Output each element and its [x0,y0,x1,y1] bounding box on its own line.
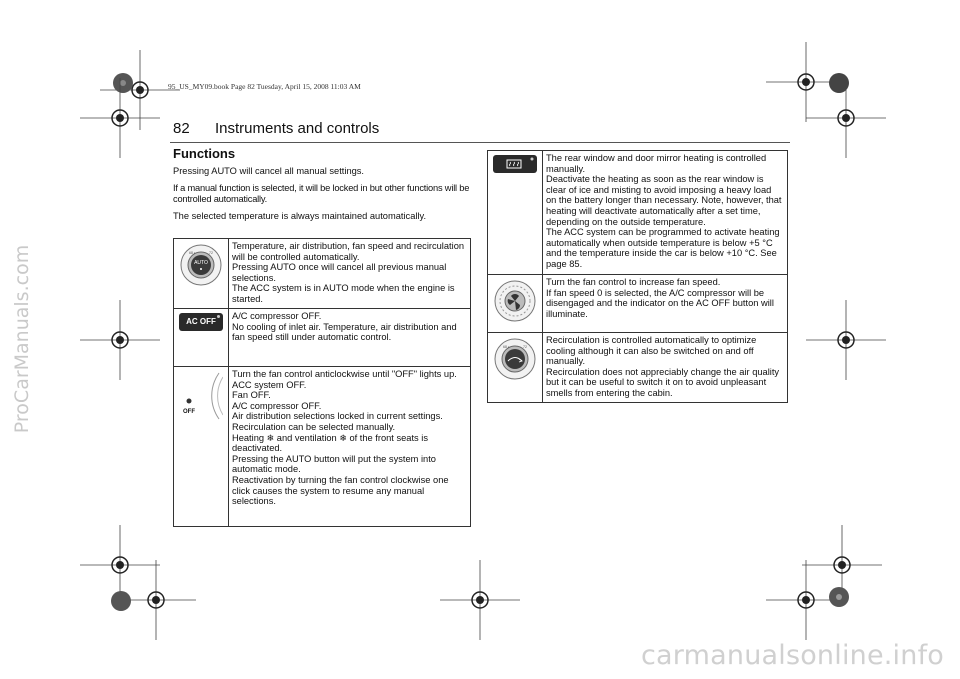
row-text: The rear window and door mirror heating is controlled manually. Deactivate the heating as soon as the rear window is clear of ice and misting to avoid imposing a heavy load on the battery longer than necessary. Note, however, that heating will deactivate automatically after a set time, depending on the outside temperature. The ACC system can be programmed to activate heating automatically when outside temperature is below +5 °C and the temperature inside the car is below +10 °C. See page 85. [543,151,788,275]
registration-mark-bottom-left-outer [106,586,136,616]
ac-off-button-icon [179,313,223,331]
section-header: Instruments and controls [215,120,380,137]
registration-mark-bottom-center [440,560,520,640]
side-watermark: ProCarManuals.com [11,244,33,434]
paragraph-2: If a manual function is selected, it will be locked in but other functions will be controlled automatically. [173,183,470,204]
svg-text:AUTO: AUTO [194,260,208,266]
row-text-part: and ventilation [274,432,340,443]
svg-text:68 •: 68 • [189,251,196,255]
ac-off-label: AC OFF [186,317,216,326]
page-number: 82 [173,120,190,137]
book-slug-line: 95_US_MY09.book Page 82 Tuesday, April 15, 2008 11:03 AM [168,82,361,91]
fan-off-dial-icon [179,371,223,421]
icon-cell [488,151,543,275]
row-text: Temperature, air distribution, fan speed and recirculation will be controlled automatically. Pressing AUTO once will cancel all previous manual selections. The ACC system is in AUTO mode when the engine is started. [229,239,471,309]
indicator-dot [217,315,220,318]
row-text: Turn the fan control to increase fan speed. If fan speed 0 is selected, the A/C compressor will be disengaged and the indicator on the AC OFF button will illuminate. [543,275,788,333]
off-label: OFF [183,409,195,415]
paragraph-3: The selected temperature is always maintained automatically. [173,211,427,221]
left-function-table [173,238,471,527]
icon-cell [488,333,543,403]
row-text: Recirculation is controlled automatically to optimize cooling although it can also be switched on and off manually. Recirculation does not appreciably change the air quality but it can be useful to switch it on to avoid unpleasant smells from entering the cabin. [543,333,788,403]
table-row [488,333,788,403]
registration-mark-bottom-right-outer [824,582,854,612]
svg-text:72: 72 [209,251,213,255]
row-text [229,367,471,527]
svg-text:68 •: 68 • [503,345,510,349]
seat-ventilation-icon: ❄ [339,432,347,443]
right-function-table [487,150,788,403]
header-rule [170,142,790,143]
row-text-part: Turn the fan control anticlockwise until "OFF" lights up. ACC system OFF. Fan OFF. A/C compressor OFF. Air distribution selections locked in current settings. Recirculation can be selected manually. Heating [232,369,457,443]
paragraph-1: Pressing AUTO will cancel all manual settings. [173,166,365,176]
icon-cell [174,309,229,367]
auto-dial-icon [179,243,223,287]
icon-cell [174,367,229,527]
table-row [174,309,471,367]
row-text: A/C compressor OFF. No cooling of inlet air. Temperature, air distribution and fan speed still under automatic control. [229,309,471,367]
svg-text:72: 72 [523,345,527,349]
fan-control-dial-icon [493,279,537,323]
registration-mark-left-mid [80,300,160,380]
registration-mark-right-upper [806,78,886,158]
registration-mark-right-mid [806,300,886,380]
icon-cell [174,239,229,309]
rear-window-heating-icon [493,155,537,173]
table-row [174,367,471,527]
row-text-part: of the front seats is deactivated. Pressing the AUTO button will put the system into automatic mode. Reactivation by turning the fan control clockwise one click causes the system to resume any manual selections. [232,432,449,507]
recirculation-dial-icon [493,337,537,381]
seat-heating-icon: ❄ [266,432,275,443]
bottom-watermark: carmanualsonline.info [641,640,944,671]
registration-mark-left-upper [80,78,160,158]
functions-title: Functions [173,146,236,161]
table-row [488,151,788,275]
table-row [488,275,788,333]
table-row [174,239,471,309]
icon-cell [488,275,543,333]
